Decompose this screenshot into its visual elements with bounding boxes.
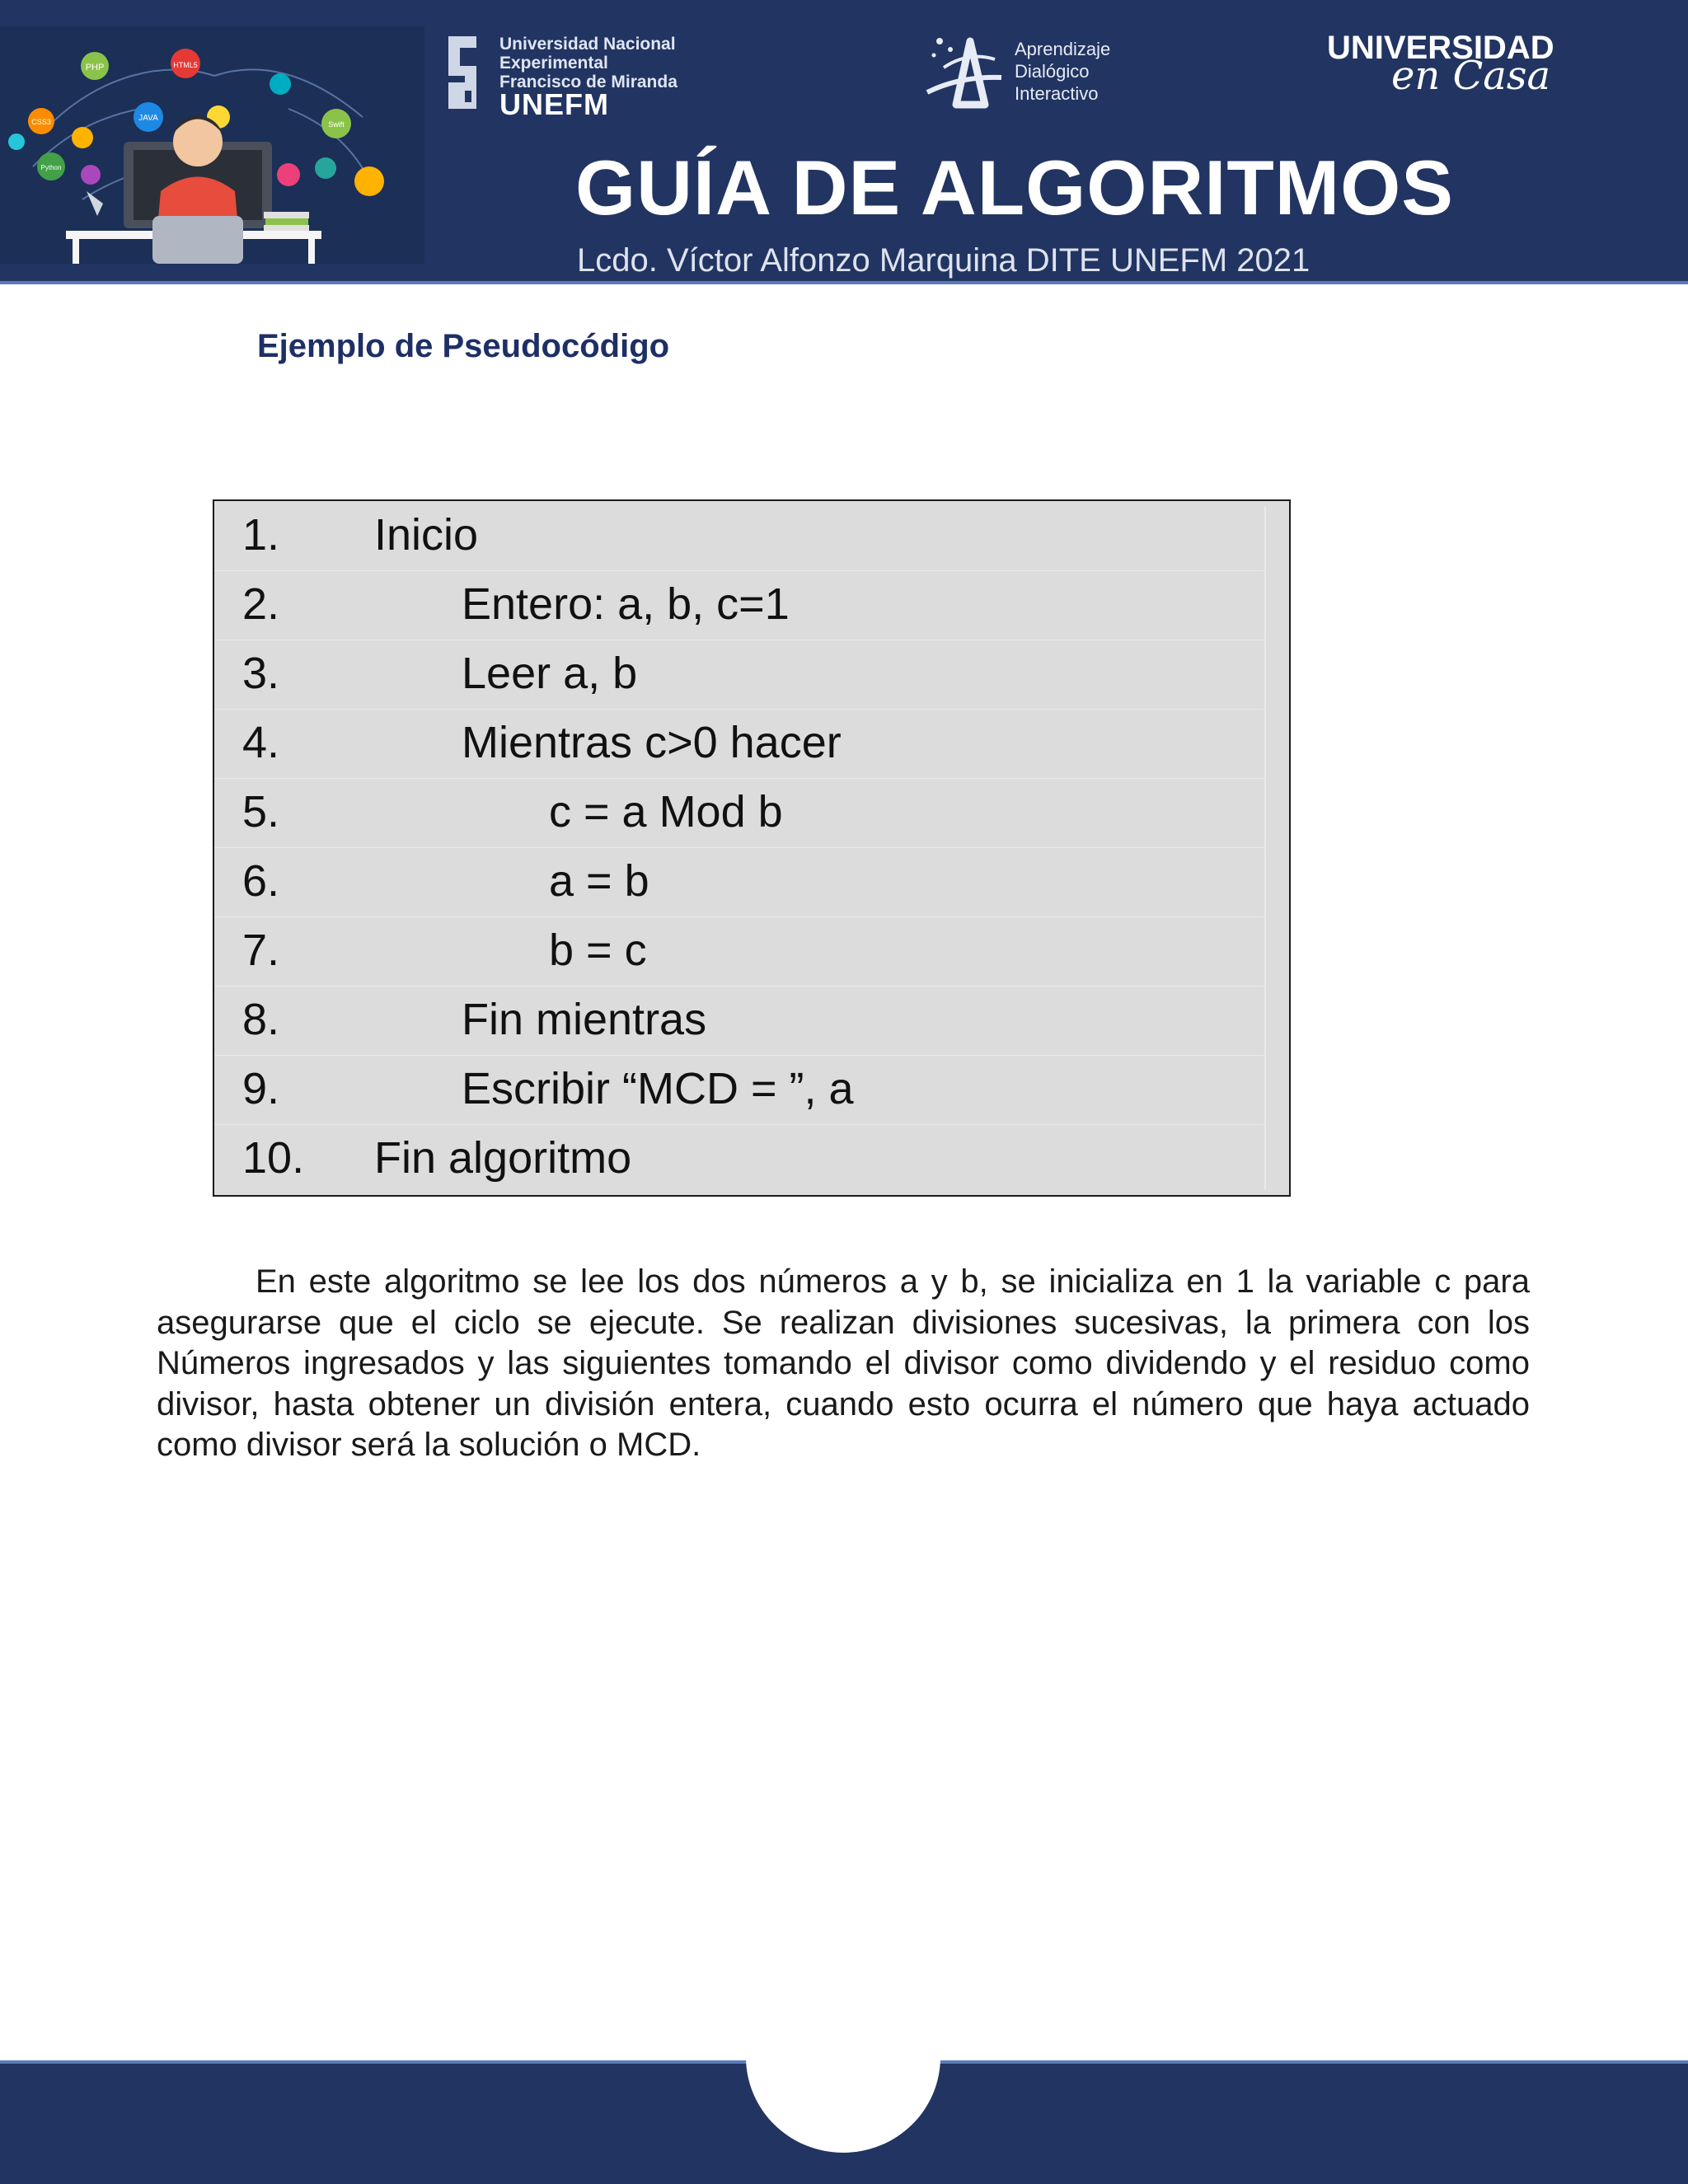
programmer-illustration <box>0 26 424 264</box>
unefm-logo <box>443 33 715 121</box>
universidad-en-casa-logo <box>1327 30 1554 99</box>
uec-line-1: UNIVERSIDAD <box>1327 30 1554 66</box>
line-number: 7. <box>242 926 280 975</box>
line-statement: Escribir “MCD = ”, a <box>462 1064 854 1113</box>
pseudocode-line <box>214 986 1266 1056</box>
line-number: 4. <box>242 718 280 767</box>
unefm-name-line-3: Francisco de Miranda <box>499 73 678 91</box>
aprendizaje-dialogico-logo <box>919 26 1125 117</box>
line-number: 9. <box>242 1064 280 1113</box>
section-heading: Ejemplo de Pseudocódigo <box>257 328 670 364</box>
explanation-text: En este algoritmo se lee los dos números a y b, se inicializa en 1 la variable c para asegurarse que el ciclo se ejecute. Se realizan divisiones sucesivas, la primera con los Números ingresados y las siguientes tomando el divisor como dividendo y el residuo como divisor, hasta obtener un división entera, cuando esto ocurra el número que haya actuado como divisor será la solución o MCD. <box>157 1263 1530 1463</box>
icon-label-html5: HTML5 <box>173 61 198 69</box>
pseudocode-line <box>214 847 1266 917</box>
icon-label-java: JAVA <box>138 114 158 123</box>
adi-line-3: Interactivo <box>1015 83 1099 104</box>
line-statement: c = a Mod b <box>549 787 783 837</box>
line-number: 5. <box>242 787 280 837</box>
document-subtitle: Lcdo. Víctor Alfonzo Marquina DITE UNEFM 2021 <box>577 242 1311 279</box>
line-statement: Entero: a, b, c=1 <box>462 579 790 629</box>
line-statement: Mientras c>0 hacer <box>462 718 842 767</box>
unefm-name <box>499 35 678 91</box>
pseudocode-line <box>214 1055 1266 1125</box>
icon-label-css3: CSS3 <box>31 118 51 126</box>
icon-label-python: Python <box>40 164 62 171</box>
uec-line-2: en Casa <box>1391 53 1551 99</box>
adi-line-2: Dialógico <box>1015 61 1090 82</box>
line-statement: Fin algoritmo <box>374 1133 632 1183</box>
page-number-badge <box>746 1961 940 2153</box>
adi-line-1: Aprendizaje <box>1015 39 1111 59</box>
explanation-paragraph <box>157 1262 1530 1466</box>
pseudocode-line <box>214 778 1266 848</box>
line-statement: b = c <box>549 926 647 975</box>
line-number: 10. <box>242 1133 305 1183</box>
line-statement: Inicio <box>374 510 479 560</box>
line-statement: a = b <box>549 856 649 906</box>
pseudocode-listing <box>213 499 1291 1197</box>
line-number: 1. <box>242 510 280 560</box>
pseudocode-line <box>214 709 1266 779</box>
document-title: GUÍA DE ALGORITMOS <box>575 144 1454 231</box>
line-number: 3. <box>242 649 280 698</box>
pseudocode-line <box>214 640 1266 710</box>
adi-emblem-icon <box>919 26 1010 117</box>
unefm-emblem-icon <box>443 33 483 112</box>
line-statement: Fin mientras <box>462 995 707 1044</box>
line-number: 6. <box>242 856 280 906</box>
pseudocode-line <box>214 916 1266 987</box>
line-number: 8. <box>242 995 280 1044</box>
unefm-name-line-2: Experimental <box>499 54 608 73</box>
line-number: 2. <box>242 579 280 629</box>
adi-name <box>1015 38 1110 105</box>
pseudocode-line <box>214 501 1266 571</box>
unefm-name-line-1: Universidad Nacional <box>499 35 676 54</box>
unefm-acronym: UNEFM <box>499 87 609 121</box>
line-statement: Leer a, b <box>462 649 638 698</box>
icon-label-swift: Swift <box>328 120 345 129</box>
icon-label-php: PHP <box>85 63 105 73</box>
pseudocode-line <box>214 570 1266 640</box>
pseudocode-line <box>214 1124 1266 1193</box>
header-divider <box>0 281 1688 284</box>
